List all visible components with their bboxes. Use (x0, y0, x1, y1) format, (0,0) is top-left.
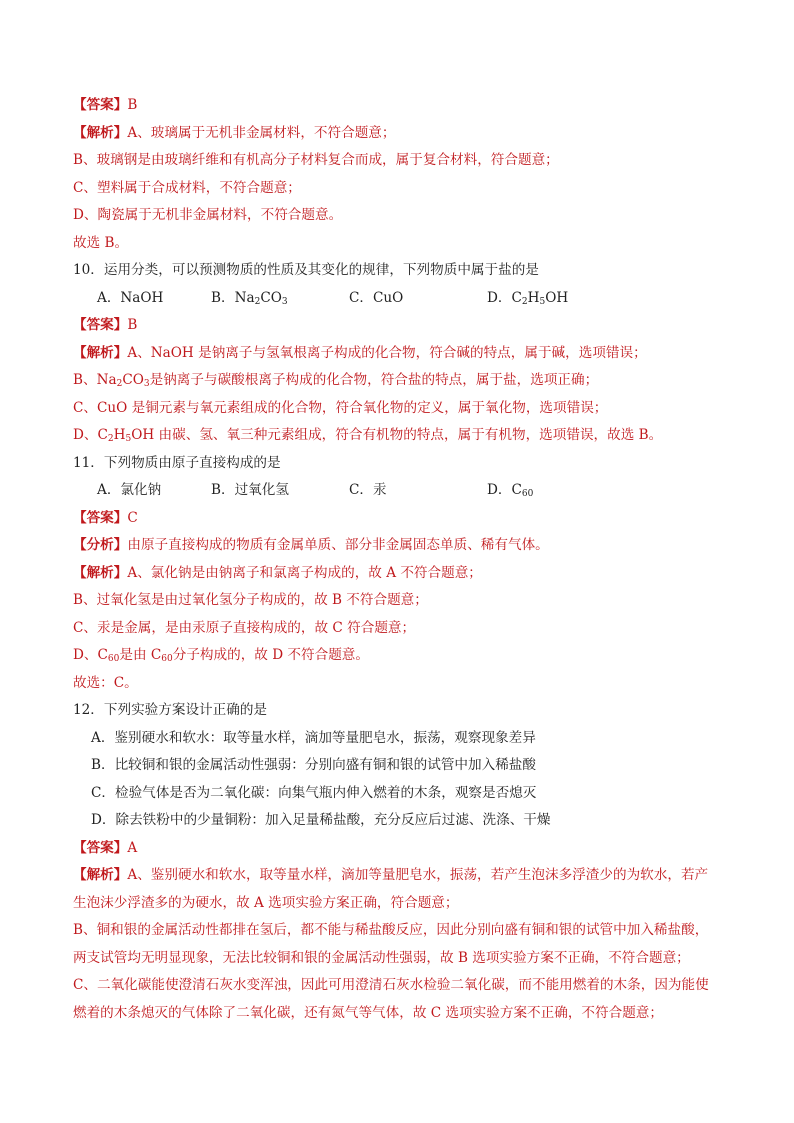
q10-option-b: B．$Na_2CO_3$ (211, 289, 288, 307)
q9-analysis-c: C、塑料属于合成材料，不符合题意； (73, 179, 301, 196)
q9-analysis-a: 【解析】A、玻璃属于无机非金属材料，不符合题意； (73, 124, 396, 141)
q9-analysis-b: B、玻璃钢是由玻璃纤维和有机高分子材料复合而成，属于复合材料，符合题意； (73, 152, 559, 168)
q10-option-a: A．NaOH (97, 289, 164, 306)
q10-stem: 10．运用分类，可以预测物质的性质及其变化的规律，下列物质中属于盐的是 (73, 262, 539, 278)
q11-analysis-d: D、$C_{60}$是由 $C_{60}$分子构成的，故 D 不符合题意。 (73, 647, 369, 664)
q12-option-d: D．除去铁粉中的少量铜粉：加入足量稀盐酸，充分反应后过滤、洗涤、干燥 (91, 812, 551, 828)
q10-analysis-c: C、CuO 是铜元素与氧元素组成的化合物，符合氧化物的定义，属于氧化物，选项错误； (73, 399, 608, 416)
q11-analysis-c: C、汞是金属，是由汞原子直接构成的，故 C 符合题意； (73, 619, 416, 636)
q9-answer: 【答案】B (73, 97, 138, 113)
q11-stem: 11．下列物质由原子直接构成的是 (73, 454, 281, 471)
q11-answer: 【答案】C (73, 509, 138, 526)
q12-analysis-a2: 生泡沫少浮渣多的为硬水，故 A 选项实验方案正确，符合题意； (73, 894, 459, 911)
q10-options (73, 285, 733, 313)
q12-answer: 【答案】A (73, 839, 138, 856)
q10-option-d: D．$C_2H_5OH$ (487, 289, 569, 307)
q10-option-c: C．CuO (349, 289, 404, 306)
q10-analysis-a: 【解析】A、NaOH 是钠离子与氢氧根离子构成的化合物，符合碱的特点，属于碱，选项错误； (73, 344, 647, 361)
q12-analysis-b1: B、铜和银的金属活动性都排在氢后，都不能与稀盐酸反应，因此分别向盛有铜和银的试管中加入稀盐酸， (73, 922, 709, 938)
q12-option-b: B．比较铜和银的金属活动性强弱：分别向盛有铜和银的试管中加入稀盐酸 (91, 757, 536, 773)
q10-answer: 【答案】B (73, 317, 138, 333)
q12-stem: 12．下列实验方案设计正确的是 (73, 702, 268, 718)
q12-analysis-c1: C、二氧化碳能使澄清石灰水变浑浊，因此可用澄清石灰水检验二氧化碳，而不能用燃着的木条，因为能使 (73, 977, 709, 993)
q10-analysis-d: D、$C_2H_5OH$ 由碳、氢、氧三种元素组成，符合有机物的特点，属于有机物，选项错误，故选 B。 (73, 427, 663, 444)
q11-analysis-a: 【解析】A、氯化钠是由钠离子和氯离子构成的，故 A 不符合题意； (73, 564, 482, 581)
q10-analysis-b: B、$Na_2CO_3$是钠离子与碳酸根离子构成的化合物，符合盐的特点，属于盐，选项正确； (73, 372, 599, 389)
q11-analysis-b: B、过氧化氢是由过氧化氢分子构成的，故 B 不符合题意； (73, 592, 428, 608)
q11-option-d: D．$C_{60}$ (487, 482, 534, 499)
q12-analysis-c2: 燃着的木条熄灭的气体除了二氧化碳，还有氮气等气体，故 C 选项实验方案不正确，不符合题意； (73, 1004, 663, 1021)
q11-option-a: A．氯化钠 (97, 482, 162, 498)
q9-analysis-d: D、陶瓷属于无机非金属材料，不符合题意。 (73, 207, 343, 223)
q12-analysis-b2: 两支试管均无明显现象，无法比较铜和银的金属活动性强弱，故 B 选项实验方案不正确，不符合题意； (73, 949, 690, 966)
q11-option-b: B．过氧化氢 (211, 482, 289, 498)
q11-option-c: C．汞 (349, 482, 387, 498)
q9-conclusion: 故选 B。 (73, 234, 129, 251)
q11-conclusion: 故选：C。 (73, 674, 138, 691)
document-body (73, 92, 733, 1027)
q12-analysis-a1: 【解析】A、鉴别硬水和软水，取等量水样，滴加等量肥皂水，振荡，若产生泡沫多浮渣少的为软水，若产 (73, 867, 709, 883)
q12-option-a: A．鉴别硬水和软水：取等量水样，滴加等量肥皂水，振荡，观察现象差异 (91, 729, 536, 746)
q11-options (73, 477, 733, 505)
q11-fenxi: 【分析】由原子直接构成的物质有金属单质、部分非金属固态单质、稀有气体。 (73, 537, 549, 553)
q12-option-c: C．检验气体是否为二氧化碳：向集气瓶内伸入燃着的木条，观察是否熄灭 (91, 784, 537, 801)
